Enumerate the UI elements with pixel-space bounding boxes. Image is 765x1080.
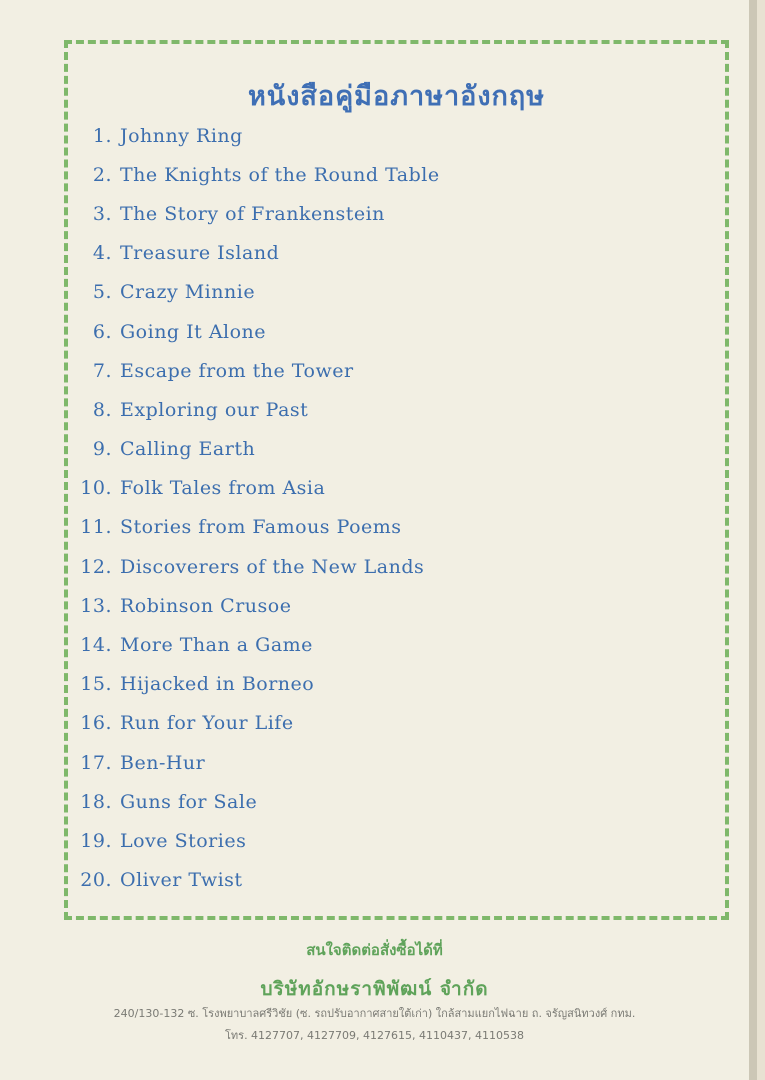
book-list-item	[78, 743, 678, 782]
publisher-address: 240/130-132 ซ. โรงพยาบาลศรีวิชัย (ซ. รถปรับอากาศสายใต้เก่า) ใกล้สามแยกไฟฉาย ถ. จรัญสนิทวงศ์ กทม.	[113, 1007, 636, 1020]
book-title: More Than a Game	[120, 634, 313, 657]
book-number: 1.	[92, 124, 112, 147]
book-list-item	[78, 390, 678, 429]
book-list-item	[78, 430, 678, 469]
book-list-item	[78, 234, 678, 273]
book-list-item	[78, 155, 678, 194]
book-number: 18.	[80, 790, 112, 813]
book-title: The Story of Frankenstein	[120, 202, 385, 225]
book-list	[78, 116, 678, 900]
book-number: 6.	[92, 320, 112, 343]
book-number: 4.	[92, 242, 112, 265]
book-title: Robinson Crusoe	[120, 594, 292, 617]
book-title: Run for Your Life	[120, 712, 294, 735]
book-number: 9.	[92, 438, 112, 461]
book-list-item	[78, 116, 678, 155]
book-number: 19.	[80, 829, 112, 852]
book-title: Calling Earth	[120, 438, 256, 461]
book-number: 7.	[92, 359, 112, 382]
book-list-item	[78, 665, 678, 704]
book-title: Exploring our Past	[120, 398, 309, 421]
book-list-item	[78, 821, 678, 860]
publisher-name: บริษัทอักษราพิพัฒน์ จำกัด	[260, 978, 489, 1000]
book-list-item	[78, 625, 678, 664]
book-number: 14.	[80, 634, 112, 657]
book-list-item	[78, 547, 678, 586]
book-list-item	[78, 704, 678, 743]
book-number: 13.	[80, 594, 112, 617]
book-list-item	[78, 312, 678, 351]
book-list-item	[78, 586, 678, 625]
book-title: Escape from the Tower	[120, 359, 354, 382]
book-number: 10.	[80, 477, 112, 500]
book-list-item	[78, 351, 678, 390]
book-title: Discoverers of the New Lands	[120, 555, 425, 578]
book-list-item	[78, 194, 678, 233]
book-title: Going It Alone	[120, 320, 267, 343]
book-number: 5.	[92, 281, 112, 304]
order-prompt: สนใจติดต่อสั่งซื้อได้ที่	[306, 941, 443, 959]
series-title: หนังสือคู่มือภาษาอังกฤษ	[247, 81, 546, 112]
book-number: 3.	[92, 202, 112, 225]
book-number: 2.	[92, 163, 112, 186]
book-number: 11.	[80, 516, 112, 539]
book-list-item	[78, 508, 678, 547]
book-title: Oliver Twist	[120, 869, 243, 892]
book-number: 12.	[80, 555, 112, 578]
dashed-frame	[64, 40, 729, 920]
publisher-phone: โทร. 4127707, 4127709, 4127615, 4110437, 4110538	[225, 1029, 524, 1042]
book-title: Folk Tales from Asia	[120, 477, 326, 500]
book-title: Treasure Island	[120, 242, 280, 265]
book-number: 17.	[80, 751, 112, 774]
book-title: Guns for Sale	[120, 790, 258, 813]
book-list-item	[78, 782, 678, 821]
book-title: Johnny Ring	[120, 124, 243, 147]
book-title: The Knights of the Round Table	[120, 163, 440, 186]
book-list-item	[78, 273, 678, 312]
book-title: Stories from Famous Poems	[120, 516, 402, 539]
book-number: 20.	[80, 869, 112, 892]
book-number: 16.	[80, 712, 112, 735]
book-number: 8.	[92, 398, 112, 421]
book-title: Hijacked in Borneo	[120, 673, 315, 696]
book-title: Crazy Minnie	[120, 281, 256, 304]
book-list-item	[78, 861, 678, 900]
book-title: Love Stories	[120, 829, 247, 852]
book-title: Ben-Hur	[120, 751, 206, 774]
book-list-item	[78, 469, 678, 508]
book-number: 15.	[80, 673, 112, 696]
